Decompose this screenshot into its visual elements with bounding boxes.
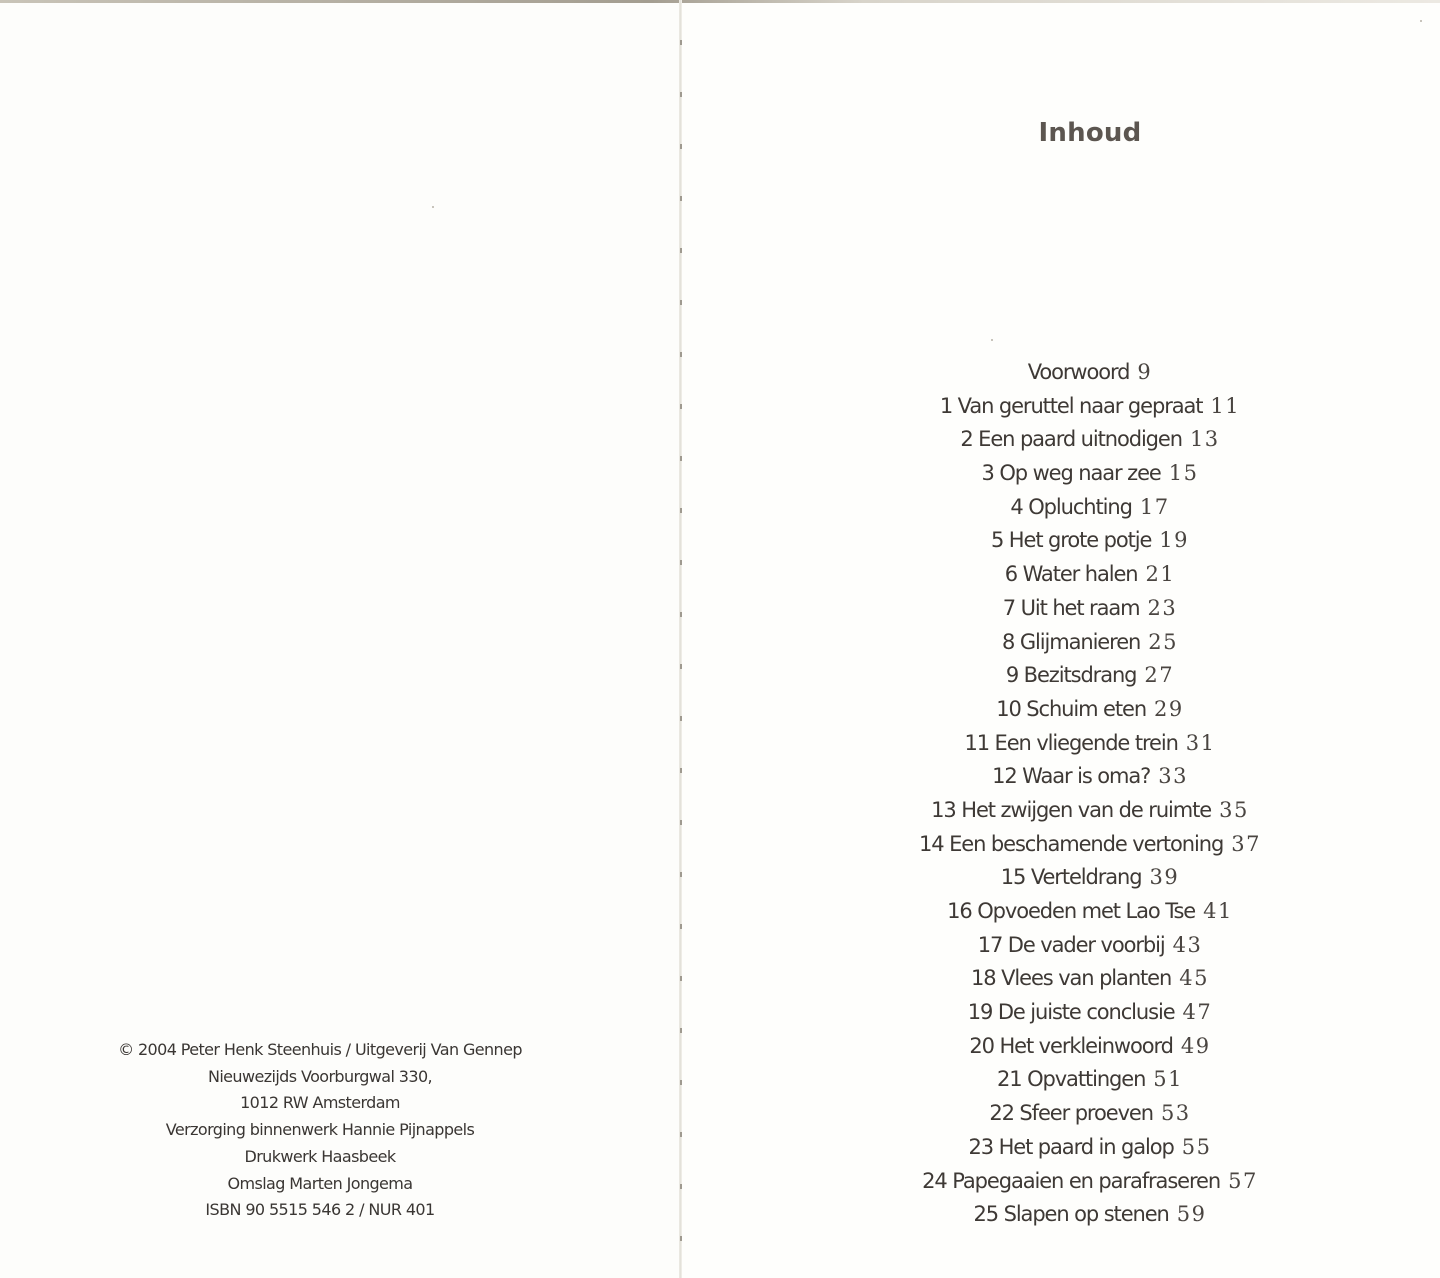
toc-entry-page-number: 25	[1148, 629, 1178, 654]
toc-entry-page-number: 49	[1180, 1033, 1211, 1058]
toc-entry-title: 22 Sfeer proeven	[989, 1101, 1153, 1126]
stitch-mark	[680, 1080, 682, 1085]
book-gutter	[679, 0, 682, 1278]
toc-entry-page-number: 51	[1153, 1067, 1184, 1092]
toc-entry-page-number: 37	[1231, 831, 1261, 856]
stitch-mark	[680, 924, 682, 929]
toc-entry-page-number: 55	[1181, 1134, 1212, 1159]
toc-entry-page-number: 23	[1147, 595, 1178, 620]
stitch-mark	[680, 40, 682, 45]
toc-entry-title: 5 Het grote potje	[990, 528, 1152, 553]
toc-entry	[880, 693, 1300, 727]
toc-entry	[880, 457, 1300, 491]
toc-entry-title: 6 Water halen	[1004, 562, 1138, 587]
toc-entry	[880, 626, 1300, 660]
stitch-mark	[680, 872, 682, 877]
stitch-mark	[680, 560, 682, 565]
toc-entry-title: 12 Waar is oma?	[992, 764, 1151, 789]
toc-entry-page-number: 21	[1145, 562, 1176, 587]
toc-entry	[880, 727, 1300, 761]
stitch-mark	[680, 508, 682, 513]
toc-entry-title: 13 Het zwijgen van de ruimte	[931, 797, 1212, 822]
toc-entry-title: 19 De juiste conclusie	[967, 1000, 1175, 1025]
toc-entry	[880, 828, 1300, 862]
toc-entry-page-number: 59	[1176, 1202, 1207, 1227]
toc-entry-page-number: 35	[1219, 797, 1249, 822]
colophon-line: Drukwerk Haasbeek	[244, 1146, 396, 1166]
stitch-mark	[680, 300, 682, 305]
toc-entry-title: Voorwoord	[1027, 360, 1130, 384]
stitch-mark	[680, 1236, 682, 1241]
toc-entry-title: 9 Bezitsdrang	[1005, 663, 1137, 688]
colophon-line: 1012 RW Amsterdam	[240, 1093, 400, 1113]
toc-entry-title: 21 Opvattingen	[996, 1067, 1146, 1092]
toc-entry-page-number: 11	[1210, 393, 1241, 418]
toc-entry-title: 23 Het paard in galop	[968, 1134, 1174, 1159]
toc-entry	[880, 1165, 1300, 1199]
toc-entry-page-number: 47	[1182, 1000, 1213, 1025]
stitch-mark	[680, 1184, 682, 1189]
toc-entry	[880, 861, 1300, 895]
toc-entry-title: 25 Slapen op stenen	[973, 1202, 1169, 1227]
stitch-mark	[680, 248, 682, 253]
toc-entry	[880, 929, 1300, 963]
toc-entry-title: 3 Op weg naar zee	[981, 461, 1161, 486]
toc-entry-page-number: 53	[1160, 1101, 1191, 1126]
stitch-mark	[680, 456, 682, 461]
toc-entry	[880, 794, 1300, 828]
stitch-mark	[680, 612, 682, 617]
stitch-mark	[680, 716, 682, 721]
toc-entry	[880, 592, 1300, 626]
stitch-mark	[680, 404, 682, 409]
page-top-edge	[0, 0, 1440, 3]
stitch-mark	[680, 976, 682, 981]
stitch-mark	[680, 1028, 682, 1033]
toc-entry	[880, 491, 1300, 525]
toc-entry-page-number: 29	[1154, 696, 1184, 721]
stitch-mark	[680, 820, 682, 825]
toc-entry-title: 1 Van geruttel naar gepraat	[939, 393, 1203, 418]
toc-entry	[880, 524, 1300, 558]
toc-entry-page-number: 31	[1185, 730, 1216, 755]
toc-entry	[880, 760, 1300, 794]
toc-entry	[880, 1030, 1300, 1064]
toc-entry	[880, 1131, 1300, 1165]
toc-entry	[880, 1063, 1300, 1097]
toc-entry-page-number: 45	[1179, 966, 1209, 991]
toc-entry-title: 20 Het verkleinwoord	[969, 1033, 1173, 1058]
toc-entry-title: 18 Vlees van planten	[971, 966, 1172, 991]
toc-entry-title: 8 Glijmanieren	[1002, 629, 1141, 654]
toc-entry	[880, 1097, 1300, 1131]
stitch-mark	[680, 1132, 682, 1137]
colophon-line: Nieuwezijds Voorburgwal 330,	[207, 1066, 433, 1086]
toc-entry	[880, 558, 1300, 592]
stitch-mark	[680, 768, 682, 773]
colophon-line: Verzorging binnenwerk Hannie Pijnappels	[165, 1120, 475, 1140]
toc-entry-page-number: 57	[1228, 1168, 1258, 1193]
toc-entry	[880, 423, 1300, 457]
toc-entry	[880, 895, 1300, 929]
toc-entry-page-number: 39	[1149, 865, 1180, 890]
contents-heading: Inhoud	[1038, 118, 1142, 148]
toc-entry	[880, 390, 1300, 424]
colophon-line: ISBN 90 5515 546 2 / NUR 401	[205, 1200, 435, 1220]
colophon-line: © 2004 Peter Henk Steenhuis / Uitgeverij Van Gennep	[118, 1040, 522, 1059]
toc-entry-page-number: 15	[1168, 461, 1199, 486]
stitch-mark	[680, 196, 682, 201]
toc-entry	[880, 356, 1300, 390]
toc-entry-title: 2 Een paard uitnodigen	[960, 427, 1182, 452]
toc-entry	[880, 659, 1300, 693]
stitch-mark	[680, 352, 682, 357]
colophon	[40, 1037, 600, 1224]
stitch-mark	[680, 664, 682, 669]
toc-entry-page-number: 9	[1137, 360, 1153, 384]
paper-speck	[991, 339, 993, 341]
colophon-line: Omslag Marten Jongema	[227, 1173, 413, 1193]
stitch-mark	[680, 92, 682, 97]
toc-entry-title: 4 Opluchting	[1010, 494, 1132, 519]
toc-entry-title: 24 Papegaaien en parafraseren	[922, 1168, 1221, 1193]
toc-entry	[880, 996, 1300, 1030]
toc-entry-title: 16 Opvoeden met Lao Tse	[947, 899, 1196, 923]
toc-entry	[880, 1198, 1300, 1232]
toc-entry	[880, 962, 1300, 996]
toc-entry-page-number: 41	[1203, 899, 1233, 923]
toc-entry-page-number: 19	[1159, 528, 1190, 553]
toc-entry-title: 14 Een beschamende vertoning	[919, 831, 1224, 856]
toc-entry-page-number: 13	[1189, 427, 1220, 452]
toc-entry-page-number: 17	[1139, 494, 1170, 519]
paper-speck	[432, 206, 434, 208]
table-of-contents	[880, 356, 1300, 1232]
left-page	[0, 0, 680, 1278]
toc-entry-title: 17 De vader voorbij	[977, 932, 1165, 957]
toc-entry-title: 15 Verteldrang	[1000, 865, 1142, 890]
toc-entry-page-number: 27	[1144, 663, 1175, 688]
toc-entry-title: 7 Uit het raam	[1002, 595, 1140, 620]
toc-entry-title: 10 Schuim eten	[996, 696, 1147, 721]
toc-entry-page-number: 43	[1172, 932, 1203, 957]
paper-speck	[1420, 20, 1422, 22]
stitch-mark	[680, 144, 682, 149]
toc-entry-page-number: 33	[1158, 764, 1188, 789]
toc-entry-title: 11 Een vliegende trein	[964, 730, 1178, 755]
